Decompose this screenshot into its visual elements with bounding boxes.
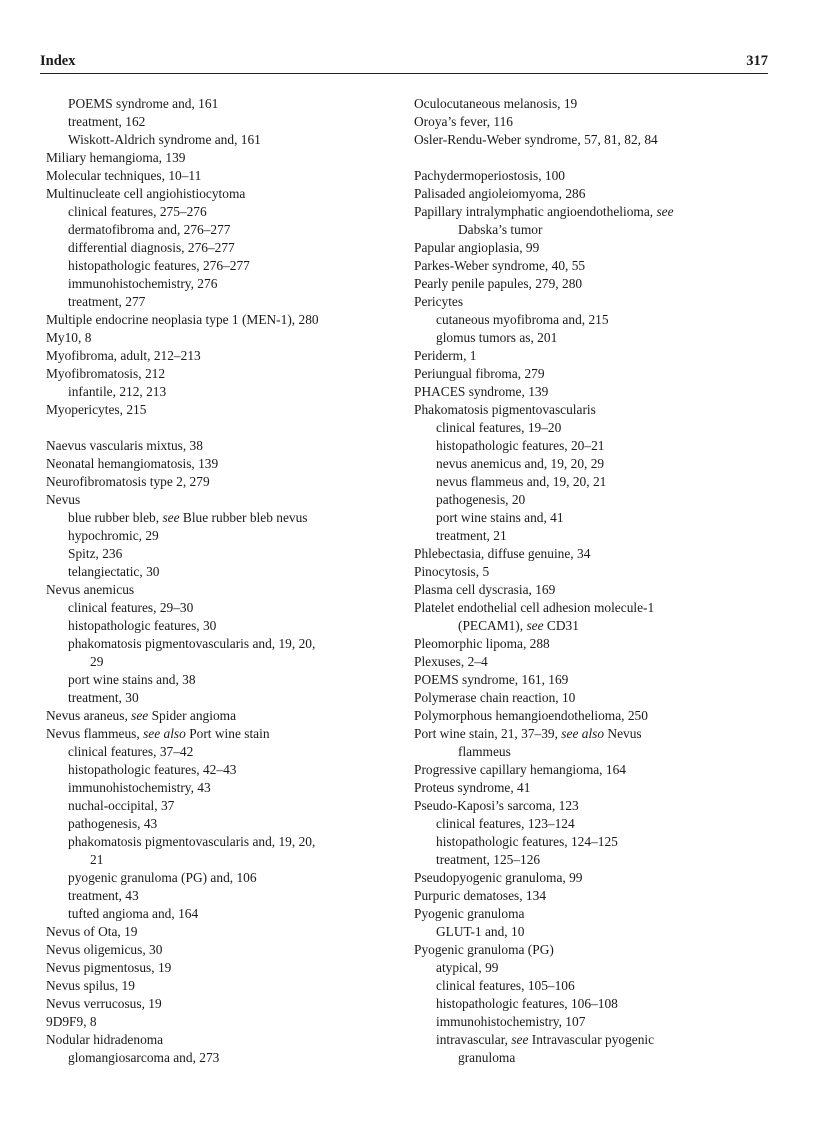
index-entry	[414, 707, 779, 725]
index-entry	[46, 437, 406, 455]
index-subentry	[46, 761, 406, 779]
index-subentry	[46, 563, 406, 581]
index-entry	[414, 581, 779, 599]
entry-text: Oculocutaneous melanosis, 19	[414, 96, 578, 111]
index-subentry	[46, 869, 406, 887]
entry-text: flammeus	[458, 744, 511, 759]
entry-text: immunohistochemistry, 276	[68, 276, 218, 291]
index-entry	[414, 383, 779, 401]
index-subentry	[46, 815, 406, 833]
entry-text: Papular angioplasia, 99	[414, 240, 540, 255]
entry-text: Periderm, 1	[414, 348, 477, 363]
entry-text: Port wine stain	[185, 726, 270, 741]
index-subentry	[414, 959, 779, 977]
entry-text: nevus anemicus and, 19, 20, 29	[436, 456, 605, 471]
index-entry	[414, 275, 779, 293]
index-entry	[46, 977, 406, 995]
entry-text: Nevus anemicus	[46, 582, 135, 597]
cross-reference-term: see also	[143, 726, 186, 741]
entry-text: Naevus vascularis mixtus, 38	[46, 438, 203, 453]
entry-text: Palisaded angioleiomyoma, 286	[414, 186, 586, 201]
index-entry	[46, 455, 406, 473]
index-subentry	[46, 779, 406, 797]
entry-text: dermatofibroma and, 276–277	[68, 222, 231, 237]
entry-text: Pseudopyogenic granuloma, 99	[414, 870, 583, 885]
index-entry	[46, 365, 406, 383]
index-subentry	[46, 599, 406, 617]
entry-text: Spitz, 236	[68, 546, 123, 561]
entry-text: clinical features, 275–276	[68, 204, 207, 219]
entry-text: Progressive capillary hemangioma, 164	[414, 762, 626, 777]
index-entry	[46, 995, 406, 1013]
entry-text: My10, 8	[46, 330, 92, 345]
index-entry	[46, 329, 406, 347]
index-entry-continuation	[414, 617, 779, 635]
entry-text: Nodular hidradenoma	[46, 1032, 164, 1047]
index-entry	[414, 257, 779, 275]
entry-text: Plexuses, 2–4	[414, 654, 488, 669]
entry-text: clinical features, 123–124	[436, 816, 575, 831]
index-column-right	[414, 95, 779, 1067]
entry-text: treatment, 30	[68, 690, 139, 705]
index-subentry	[46, 527, 406, 545]
index-subentry	[414, 455, 779, 473]
entry-text: Platelet endothelial cell adhesion molecule-1	[414, 600, 655, 615]
entry-text: CD31	[543, 618, 579, 633]
entry-text: telangiectatic, 30	[68, 564, 160, 579]
entry-text: hypochromic, 29	[68, 528, 159, 543]
entry-text: GLUT-1 and, 10	[436, 924, 525, 939]
index-subentry	[46, 671, 406, 689]
index-entry	[46, 347, 406, 365]
entry-text: clinical features, 37–42	[68, 744, 194, 759]
index-subentry	[414, 851, 779, 869]
entry-text: POEMS syndrome, 161, 169	[414, 672, 569, 687]
entry-text: Periungual fibroma, 279	[414, 366, 545, 381]
entry-text: Nevus flammeus,	[46, 726, 144, 741]
index-subentry	[414, 815, 779, 833]
index-entry	[414, 365, 779, 383]
index-subentry	[46, 509, 406, 527]
index-subentry	[46, 239, 406, 257]
entry-text: Nevus spilus, 19	[46, 978, 135, 993]
entry-text: phakomatosis pigmentovascularis and, 19, 20,	[68, 636, 316, 651]
entry-text: Nevus	[604, 726, 642, 741]
cross-reference-term: see	[511, 1032, 529, 1047]
entry-text: histopathologic features, 42–43	[68, 762, 237, 777]
index-entry	[46, 581, 406, 599]
entry-text: treatment, 43	[68, 888, 139, 903]
index-entry	[414, 131, 779, 149]
entry-text: intravascular,	[436, 1032, 512, 1047]
index-subentry	[414, 1031, 779, 1049]
entry-text: Nevus	[46, 492, 81, 507]
entry-text: Nevus verrucosus, 19	[46, 996, 162, 1011]
index-subentry	[46, 905, 406, 923]
index-entry	[414, 725, 779, 743]
index-subentry	[46, 689, 406, 707]
index-entry-continuation	[46, 851, 406, 869]
index-subentry	[46, 1049, 406, 1067]
entry-text: 21	[90, 852, 104, 867]
index-entry	[46, 923, 406, 941]
index-entry	[414, 113, 779, 131]
entry-text: pathogenesis, 20	[436, 492, 526, 507]
index-subentry	[46, 275, 406, 293]
entry-text: Plasma cell dyscrasia, 169	[414, 582, 556, 597]
entry-text: Purpuric dematoses, 134	[414, 888, 547, 903]
entry-text: glomangiosarcoma and, 273	[68, 1050, 220, 1065]
index-entry-continuation	[414, 1049, 779, 1067]
entry-text: treatment, 162	[68, 114, 146, 129]
entry-text: Port wine stain, 21, 37–39,	[414, 726, 562, 741]
index-entry	[46, 1013, 406, 1031]
index-entry	[46, 311, 406, 329]
index-entry	[46, 185, 406, 203]
index-subentry	[46, 257, 406, 275]
entry-text: Proteus syndrome, 41	[414, 780, 531, 795]
index-entry	[46, 725, 406, 743]
entry-text: histopathologic features, 124–125	[436, 834, 618, 849]
entry-text: (PECAM1),	[458, 618, 527, 633]
entry-text: Pearly penile papules, 279, 280	[414, 276, 583, 291]
index-subentry	[414, 833, 779, 851]
entry-text: Pyogenic granuloma (PG)	[414, 942, 554, 957]
index-column-left	[46, 95, 406, 1067]
index-entry	[46, 959, 406, 977]
entry-text: Phakomatosis pigmentovascularis	[414, 402, 596, 417]
entry-text: clinical features, 19–20	[436, 420, 562, 435]
index-entry	[414, 293, 779, 311]
entry-text: Papillary intralymphatic angioendothelioma,	[414, 204, 657, 219]
cross-reference-term: see	[526, 618, 544, 633]
entry-text: glomus tumors as, 201	[436, 330, 558, 345]
entry-text: Phlebectasia, diffuse genuine, 34	[414, 546, 591, 561]
entry-text: Molecular techniques, 10–11	[46, 168, 202, 183]
index-entry	[414, 167, 779, 185]
entry-text: pyogenic granuloma (PG) and, 106	[68, 870, 257, 885]
index-entry	[414, 239, 779, 257]
entry-text: Spider angioma	[148, 708, 237, 723]
entry-text: histopathologic features, 276–277	[68, 258, 250, 273]
index-entry	[46, 941, 406, 959]
entry-text: differential diagnosis, 276–277	[68, 240, 235, 255]
entry-text: treatment, 21	[436, 528, 507, 543]
entry-text: POEMS syndrome and, 161	[68, 96, 219, 111]
entry-text: Nevus araneus,	[46, 708, 132, 723]
index-entry	[414, 689, 779, 707]
entry-text: Parkes-Weber syndrome, 40, 55	[414, 258, 586, 273]
entry-text: Multinucleate cell angiohistiocytoma	[46, 186, 246, 201]
cross-reference-term: see	[131, 708, 149, 723]
entry-text: clinical features, 29–30	[68, 600, 194, 615]
entry-text: Neurofibromatosis type 2, 279	[46, 474, 210, 489]
entry-text: Neonatal hemangiomatosis, 139	[46, 456, 219, 471]
index-entry	[414, 797, 779, 815]
index-subentry	[414, 923, 779, 941]
index-subentry	[46, 131, 406, 149]
index-entry	[414, 671, 779, 689]
entry-text: cutaneous myofibroma and, 215	[436, 312, 609, 327]
index-subentry	[414, 311, 779, 329]
entry-text: Nevus pigmentosus, 19	[46, 960, 172, 975]
index-entry-continuation	[46, 653, 406, 671]
index-subentry	[46, 383, 406, 401]
index-subentry	[46, 797, 406, 815]
entry-text: 29	[90, 654, 104, 669]
index-subentry	[414, 1013, 779, 1031]
entry-text: Pachydermoperiostosis, 100	[414, 168, 565, 183]
index-entry	[46, 491, 406, 509]
entry-text: Wiskott-Aldrich syndrome and, 161	[68, 132, 261, 147]
index-subentry	[46, 743, 406, 761]
entry-text: treatment, 125–126	[436, 852, 541, 867]
index-subentry	[46, 887, 406, 905]
index-subentry	[46, 95, 406, 113]
entry-text: port wine stains and, 41	[436, 510, 564, 525]
index-entry	[46, 167, 406, 185]
index-entry	[414, 635, 779, 653]
entry-text: Osler-Rendu-Weber syndrome, 57, 81, 82, 84	[414, 132, 658, 147]
entry-text: Myofibroma, adult, 212–213	[46, 348, 201, 363]
index-entry-continuation	[414, 743, 779, 761]
entry-text: Multiple endocrine neoplasia type 1 (MEN-1), 280	[46, 312, 319, 327]
index-subentry	[414, 491, 779, 509]
entry-text: pathogenesis, 43	[68, 816, 158, 831]
running-head: Index	[40, 53, 76, 69]
index-entry	[414, 761, 779, 779]
index-entry	[414, 545, 779, 563]
entry-text: infantile, 212, 213	[68, 384, 167, 399]
entry-text: granuloma	[458, 1050, 516, 1065]
entry-text: Pseudo-Kaposi’s sarcoma, 123	[414, 798, 579, 813]
entry-text: Oroya’s fever, 116	[414, 114, 513, 129]
index-subentry	[46, 635, 406, 653]
index-subentry	[46, 203, 406, 221]
index-subentry	[414, 329, 779, 347]
index-subentry	[414, 527, 779, 545]
entry-text: blue rubber bleb,	[68, 510, 163, 525]
index-entry	[46, 473, 406, 491]
index-subentry	[414, 509, 779, 527]
entry-text: histopathologic features, 106–108	[436, 996, 618, 1011]
index-entry	[414, 401, 779, 419]
index-entry	[46, 1031, 406, 1049]
index-entry	[414, 347, 779, 365]
index-subentry	[414, 977, 779, 995]
entry-text: immunohistochemistry, 107	[436, 1014, 586, 1029]
index-entry	[46, 401, 406, 419]
entry-text: atypical, 99	[436, 960, 499, 975]
entry-text: histopathologic features, 30	[68, 618, 217, 633]
cross-reference-term: see also	[561, 726, 605, 741]
entry-text: Blue rubber bleb nevus	[179, 510, 308, 525]
entry-text: Polymerase chain reaction, 10	[414, 690, 576, 705]
entry-text: port wine stains and, 38	[68, 672, 196, 687]
letter-group-gap	[46, 419, 406, 437]
index-subentry	[46, 545, 406, 563]
entry-text: treatment, 277	[68, 294, 146, 309]
index-subentry	[46, 113, 406, 131]
index-entry-continuation	[414, 221, 779, 239]
entry-text: Myofibromatosis, 212	[46, 366, 166, 381]
index-subentry	[414, 419, 779, 437]
entry-text: Nevus oligemicus, 30	[46, 942, 163, 957]
index-subentry	[46, 221, 406, 239]
letter-group-gap	[414, 149, 779, 167]
index-subentry	[46, 833, 406, 851]
index-entry	[414, 653, 779, 671]
entry-text: Pleomorphic lipoma, 288	[414, 636, 550, 651]
entry-text: Intravascular pyogenic	[528, 1032, 655, 1047]
entry-text: Nevus of Ota, 19	[46, 924, 138, 939]
index-entry	[46, 707, 406, 725]
entry-text: nevus flammeus and, 19, 20, 21	[436, 474, 607, 489]
entry-text: immunohistochemistry, 43	[68, 780, 211, 795]
entry-text: Pyogenic granuloma	[414, 906, 525, 921]
cross-reference-term: see	[656, 204, 674, 219]
index-entry	[414, 869, 779, 887]
entry-text: nuchal-occipital, 37	[68, 798, 175, 813]
entry-text: Miliary hemangioma, 139	[46, 150, 186, 165]
entry-text: histopathologic features, 20–21	[436, 438, 605, 453]
index-subentry	[414, 995, 779, 1013]
index-subentry	[46, 293, 406, 311]
entry-text: clinical features, 105–106	[436, 978, 575, 993]
index-subentry	[414, 473, 779, 491]
entry-text: 9D9F9, 8	[46, 1014, 97, 1029]
entry-text: PHACES syndrome, 139	[414, 384, 549, 399]
index-subentry	[414, 437, 779, 455]
page-number: 317	[746, 53, 768, 69]
entry-text: Pericytes	[414, 294, 464, 309]
cross-reference-term: see	[162, 510, 180, 525]
entry-text: Polymorphous hemangioendothelioma, 250	[414, 708, 648, 723]
entry-text: Dabska’s tumor	[458, 222, 543, 237]
index-entry	[414, 203, 779, 221]
index-entry	[46, 149, 406, 167]
entry-text: Myopericytes, 215	[46, 402, 147, 417]
index-entry	[414, 599, 779, 617]
index-entry	[414, 563, 779, 581]
index-entry	[414, 905, 779, 923]
page-header	[40, 53, 768, 74]
index-entry	[414, 941, 779, 959]
index-subentry	[46, 617, 406, 635]
entry-text: tufted angioma and, 164	[68, 906, 199, 921]
index-entry	[414, 887, 779, 905]
index-entry	[414, 779, 779, 797]
entry-text: phakomatosis pigmentovascularis and, 19, 20,	[68, 834, 316, 849]
index-entry	[414, 185, 779, 203]
index-entry	[414, 95, 779, 113]
entry-text: Pinocytosis, 5	[414, 564, 490, 579]
